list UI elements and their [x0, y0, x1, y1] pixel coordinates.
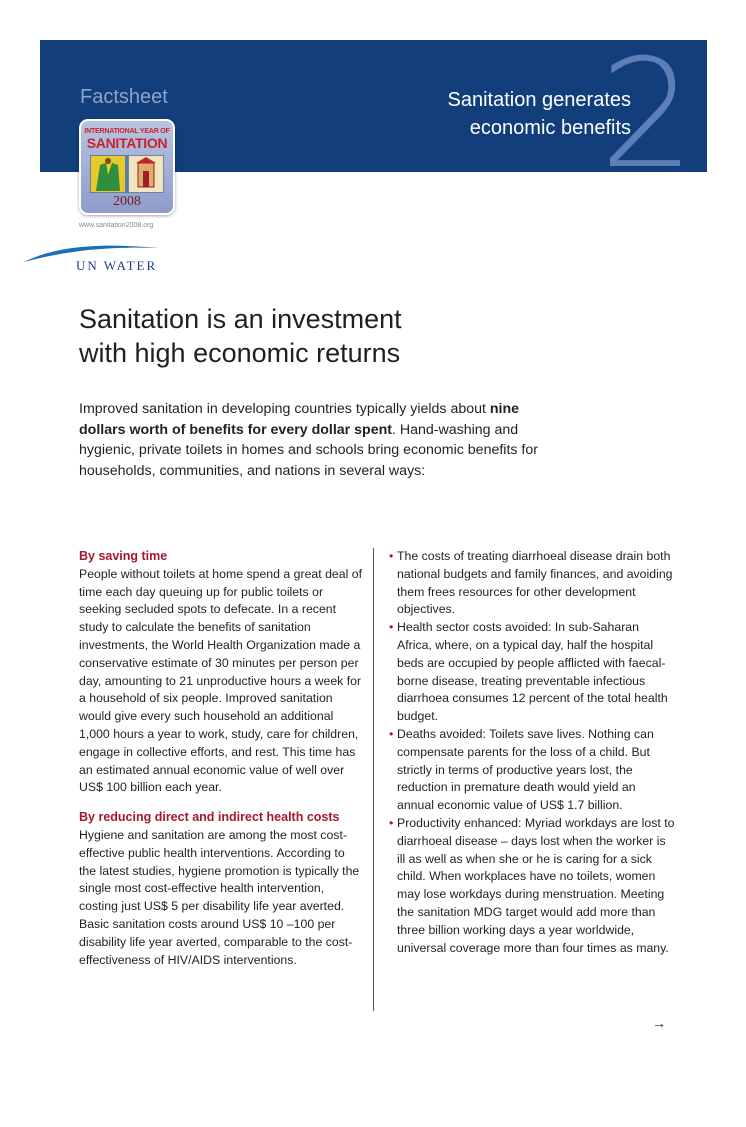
intro-part1: Improved sanitation in developing countries typically yields about	[79, 401, 490, 417]
page-title	[79, 302, 402, 370]
section-text-saving-time: People without toilets at home spend a great deal of time each day queuing up for public toilets or seeking secluded spots to defecate. In a recent study to calculate the benefits of sanitation investments, the World Health Organization made a conservative estimate of 30 minutes per person per day, amounting to 21 unproductive hours a week for a household of six people. Improved sanitation would give every such household an additional 1,000 hours a year to work, study, care for children, engage in collective efforts, and rest. This time has an estimated annual economic value of well over US$ 100 billion each year.	[79, 566, 363, 795]
list-item	[389, 548, 675, 619]
banner-title-line2: economic benefits	[469, 117, 631, 139]
list-item-text: The costs of treating diarrhoeal disease drain both national budgets and family finances, and avoiding them frees resources for other development objectives.	[397, 549, 673, 617]
badge-illustration-icon	[90, 155, 164, 193]
banner-title	[448, 86, 631, 142]
website-url: www.sanitation2008.org	[79, 222, 154, 229]
factsheet-label: Factsheet	[80, 86, 168, 108]
bullet-list	[389, 548, 675, 957]
un-water-logo-text: UN WATER	[76, 258, 158, 273]
list-item-text: Deaths avoided: Toilets save lives. Nothing can compensate parents for the loss of a child. But strictly in terms of productive years lost, the reduction in premature death would yield an annual economic value of US$ 1.7 billion.	[397, 726, 654, 813]
bullet-icon: •	[389, 726, 394, 741]
next-page-arrow-icon[interactable]: →	[652, 1015, 666, 1031]
badge-year: 2008	[113, 194, 141, 209]
list-item	[389, 619, 675, 726]
page-title-line1: Sanitation is an investment	[79, 304, 402, 334]
left-column	[79, 548, 364, 969]
list-item	[389, 815, 675, 957]
banner-title-line1: Sanitation generates	[447, 89, 631, 111]
badge-word: SANITATION	[86, 135, 168, 151]
bullet-icon: •	[389, 815, 394, 830]
right-column	[389, 548, 675, 957]
page-title-line2: with high economic returns	[79, 338, 401, 368]
section-heading-health-costs: By reducing direct and indirect health costs	[79, 810, 340, 825]
bullet-icon: •	[389, 549, 394, 563]
column-divider	[373, 548, 374, 1011]
bullet-icon: •	[389, 620, 394, 635]
factsheet-number: 2	[599, 40, 695, 172]
badge-top-text: INTERNATIONAL YEAR OF	[84, 128, 170, 135]
list-item-text: Productivity enhanced: Myriad workdays are lost to diarrhoeal disease – days lost when the worker is ill as well as when she or he is caring for a sick child. When workplaces have no toilets, women may lose workdays during menstruation. Meeting the sanitation MDG target would add more than three billion working days a year worldwide, universal coverage more than four times as many.	[397, 815, 675, 955]
list-item	[389, 726, 675, 815]
intro-bold: nine dollars worth of benefits for every dollar spent	[79, 401, 520, 438]
intro-paragraph	[79, 399, 559, 481]
section-text-health-costs: Hygiene and sanitation are among the most cost-effective public health interventions. According to the latest studies, hygiene promotion is typically the single most cost-effective health intervention, costing just US$ 5 per disability life year averted. Basic sanitation costs around US$ 10 –100 per disability life year averted, comparable to the cost-effectiveness of HIV/AIDS interventions.	[79, 827, 360, 967]
section-heading-saving-time: By saving time	[79, 549, 168, 563]
list-item-text: Health sector costs avoided: In sub-Saharan Africa, where, on a typical day, half the hospital beds are occupied by people afflicted with faecal-borne disease, treating preventable infectious diarrhoea consumes 12 percent of the total health budget.	[397, 620, 668, 724]
intro-part2: . Hand-washing and hygienic, private toilets in homes and schools bring economic benefits for households, communities, and nations in several ways:	[79, 421, 538, 479]
sanitation-year-badge	[79, 119, 175, 215]
